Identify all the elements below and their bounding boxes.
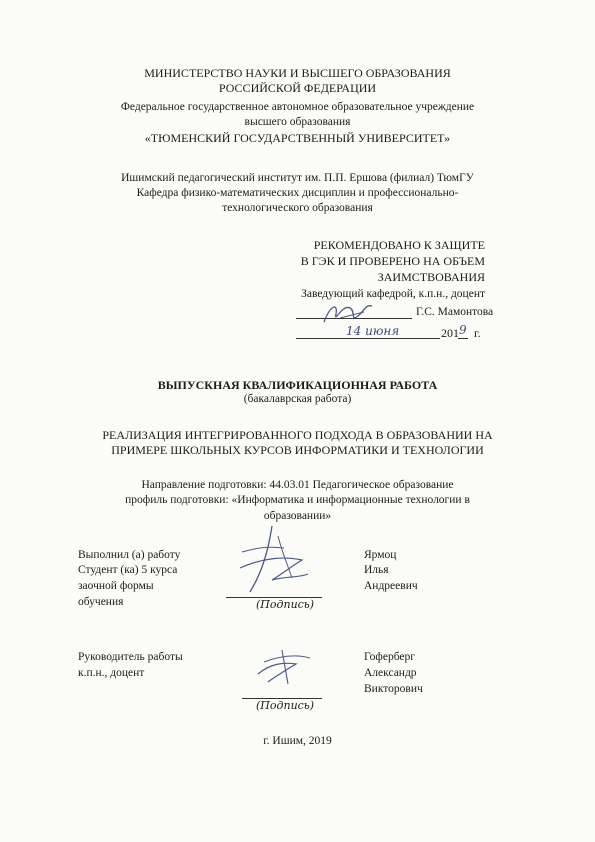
supervisor-role-2: к.п.н., доцент	[78, 667, 145, 679]
approval-line-1: РЕКОМЕНДОВАНО К ЗАЩИТЕ	[313, 238, 485, 252]
year-digit-handwritten: 9	[459, 323, 467, 337]
supervisor-name: Александр	[364, 667, 417, 679]
direction: Направление подготовки: 44.03.01 Педагогическое образование	[141, 479, 454, 491]
supervisor-patronymic: Викторович	[364, 683, 423, 695]
student-surname: Ярмоц	[364, 549, 397, 561]
profile-line-1: профиль подготовки: «Информатика и информационные технологии в	[125, 494, 470, 506]
year-line	[458, 338, 468, 339]
institute-line-2: Кафедра физико-математических дисциплин и профессионально-	[136, 187, 459, 199]
approval-line-2: В ГЭК И ПРОВЕРЕНО НА ОБЪЕМ	[300, 254, 485, 268]
city-year: г. Ишим, 2019	[263, 735, 332, 747]
head-name: Г.С. Мамонтова	[416, 306, 494, 318]
student-signature	[232, 522, 322, 602]
student-role-2: Студент (ка) 5 курса	[78, 564, 178, 576]
ministry-line: МИНИСТЕРСТВО НАУКИ И ВЫСШЕГО ОБРАЗОВАНИЯ	[144, 66, 451, 80]
federation-line: РОССИЙСКОЙ ФЕДЕРАЦИИ	[218, 81, 377, 95]
student-role-3: заочной формы	[78, 580, 154, 592]
institution-line-1: Федеральное государственное автономное образовательное учреждение	[120, 101, 475, 113]
date-line	[296, 338, 440, 339]
work-title-line-1: РЕАЛИЗАЦИЯ ИНТЕГРИРОВАННОГО ПОДХОДА В ОБРАЗОВАНИИ НА	[102, 428, 493, 442]
institute-line-1: Ишимский педагогический институт им. П.П. Ершова (филиал) ТюмГУ	[121, 172, 474, 184]
supervisor-signature	[252, 644, 316, 688]
work-type: ВЫПУСКНАЯ КВАЛИФИКАЦИОННАЯ РАБОТА	[157, 378, 438, 392]
profile-line-2: образовании»	[263, 510, 332, 522]
student-role-1: Выполнил (а) работу	[78, 549, 181, 561]
university-name: «ТЮМЕНСКИЙ ГОСУДАРСТВЕННЫЙ УНИВЕРСИТЕТ»	[144, 131, 451, 145]
date-handwritten: 14 июня	[346, 324, 400, 338]
year-suffix: г.	[474, 326, 481, 340]
student-name: Илья	[364, 564, 389, 576]
approval-line-3: ЗАИМСТВОВАНИЯ	[377, 270, 485, 284]
institute-line-3: технологического образования	[222, 202, 373, 214]
supervisor-role-1: Руководитель работы	[78, 651, 183, 663]
work-subtype: (бакалаврская работа)	[243, 393, 352, 405]
student-role-4: обучения	[78, 596, 124, 608]
year-prefix: 201	[441, 326, 459, 340]
work-title-line-2: ПРИМЕРЕ ШКОЛЬНЫХ КУРСОВ ИНФОРМАТИКИ И ТЕХНОЛОГИИ	[111, 443, 484, 457]
student-patronymic: Андреевич	[364, 580, 418, 592]
supervisor-signature-label: (Подпись)	[256, 699, 315, 712]
student-signature-label: (Подпись)	[256, 598, 315, 611]
institution-line-2: высшего образования	[244, 116, 351, 128]
head-of-department-title: Заведующий кафедрой, к.п.н., доцент	[301, 288, 485, 300]
supervisor-surname: Гоферберг	[364, 651, 415, 663]
